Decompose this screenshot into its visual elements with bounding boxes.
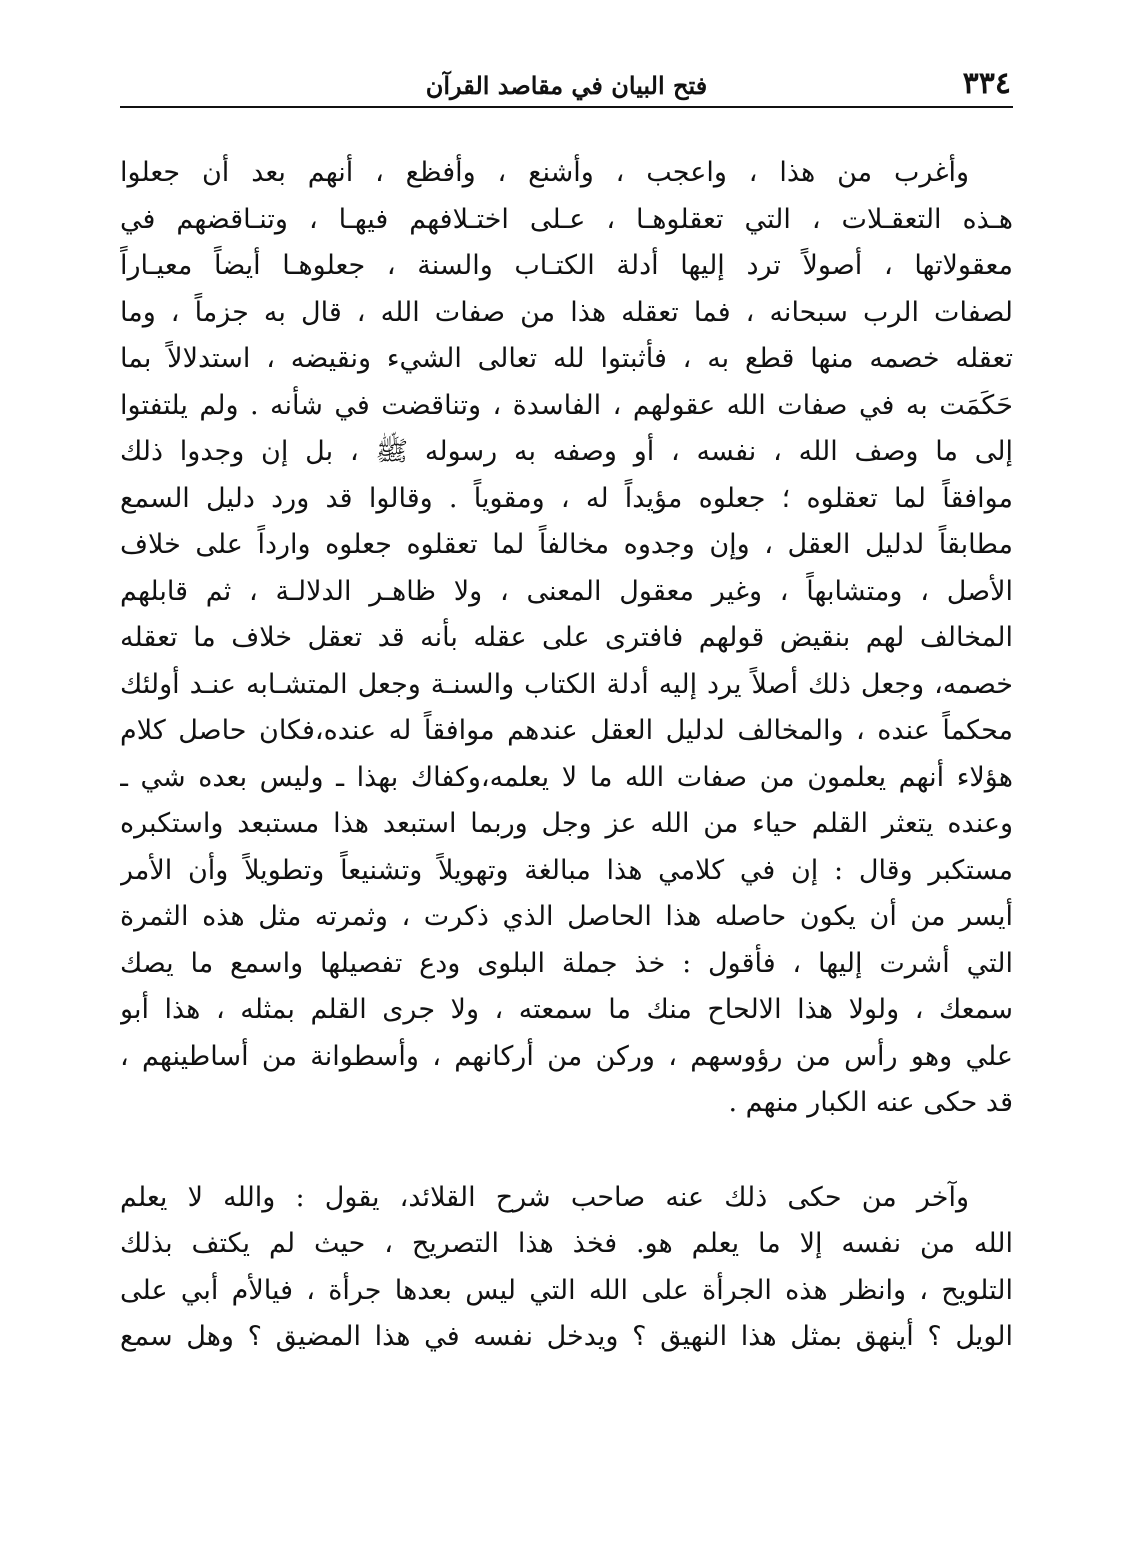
running-title: فتح البيان في مقاصد القرآن (425, 71, 708, 100)
text-line: وعنده يتعثر القلم حياء من الله عز وجل وربما استبعد هذا مستبعد واستكبره (120, 808, 1013, 839)
paragraph (120, 1175, 1013, 1361)
text-line: الويل ؟ أينهق بمثل هذا النهيق ؟ ويدخل نفسه في هذا المضيق ؟ وهل سمع (120, 1321, 1013, 1352)
text-line: موافقاً لما تعقلوه ؛ جعلوه مؤيداً له ، ومقوياً . وقالوا قد ورد دليل السمع (120, 482, 1013, 514)
text-line: قد حكى عنه الكبار منهم . (728, 1087, 1013, 1118)
text-line: هؤلاء أنهم يعلمون من صفات الله ما لا يعلمه،وكفاك بهذا ـ وليس بعده شي ـ (120, 761, 1013, 793)
text-line: حَكَمَت به في صفات الله عقولهم ، الفاسدة ، وتناقضت في شأنه . ولم يلتفتوا (120, 389, 1013, 421)
page-header (120, 64, 1013, 108)
text-line: الله من نفسه إلا ما يعلم هو. فخذ هذا التصريح ، حيث لم يكتف بذلك (120, 1228, 1013, 1259)
text-line: لصفات الرب سبحانه ، فما تعقله هذا من صفات الله ، قال به جزماً ، وما (120, 296, 1013, 328)
text-line: وآخر من حكى ذلك عنه صاحب شرح القلائد، يقول : والله لا يعلم (120, 1181, 969, 1213)
text-line: التلويح ، وانظر هذه الجرأة على الله التي ليس بعدها جرأة ، فيالأم أبي على (120, 1274, 1013, 1306)
text-line: المخالف لهم بنقيض قولهم فافترى على عقله بأنه قد تعقل خلاف ما تعقله (120, 622, 1013, 653)
book-page (120, 64, 1013, 1352)
text-line: سمعك ، ولولا هذا الالحاح منك ما سمعته ، ولا جرى القلم بمثله ، هذا أبو (120, 994, 1013, 1025)
text-line: إلى ما وصف الله ، نفسه ، أو وصفه به رسوله ﷺ ، بل إن وجدوا ذلك (120, 436, 1013, 467)
text-line: أيسر من أن يكون حاصله هذا الحاصل الذي ذكرت ، وثمرته مثل هذه الثمرة (120, 901, 1013, 932)
text-line: مطابقاً لدليل العقل ، وإن وجدوه مخالفاً لما تعقلوه جعلوه وارداً على خلاف (120, 529, 1013, 560)
text-line: معقولاتها ، أصولاً ترد إليها أدلة الكتـاب والسنة ، جعلوهـا أيضاً معيـاراً (120, 250, 1013, 281)
text-line: محكماً عنده ، والمخالف لدليل العقل عندهم موافقاً له عنده،فكان حاصل كلام (120, 715, 1013, 746)
text-line: الأصل ، ومتشابهاً ، وغير معقول المعنى ، ولا ظاهـر الدلالـة ، ثم قابلهم (120, 575, 1013, 607)
text-line: خصمه، وجعل ذلك أصلاً يرد إليه أدلة الكتاب والسنـة وجعل المتشـابه عنـد أولئك (120, 668, 1013, 700)
paragraph-gap (120, 1127, 1013, 1175)
text-line: وأغرب من هذا ، واعجب ، وأشنع ، وأفظع ، أنهم بعد أن جعلوا (120, 157, 969, 188)
text-line: مستكبر وقال : إن في كلامي هذا مبالغة وتهويلاً وتشنيعاً وتطويلاً وأن الأمر (120, 854, 1013, 886)
text-line: علي وهو رأس من رؤوسهم ، وركن من أركانهم ، وأسطوانة من أساطينهم ، (120, 1040, 1013, 1072)
paragraph (120, 150, 1013, 1127)
text-line: تعقله خصمه منها قطع به ، فأثبتوا لله تعالى الشيء ونقيضه ، استدلالاً بما (120, 343, 1013, 374)
body-text (120, 150, 1013, 1361)
page-number: ٣٣٤ (962, 66, 1011, 101)
text-line: التي أشرت إليها ، فأقول : خذ جملة البلوى ودع تفصيلها واسمع ما يصك (120, 947, 1013, 979)
text-line: هـذه التعقـلات ، التي تعقلوهـا ، عـلى اختـلافهم فيهـا ، وتنـاقضهم في (120, 203, 1013, 235)
